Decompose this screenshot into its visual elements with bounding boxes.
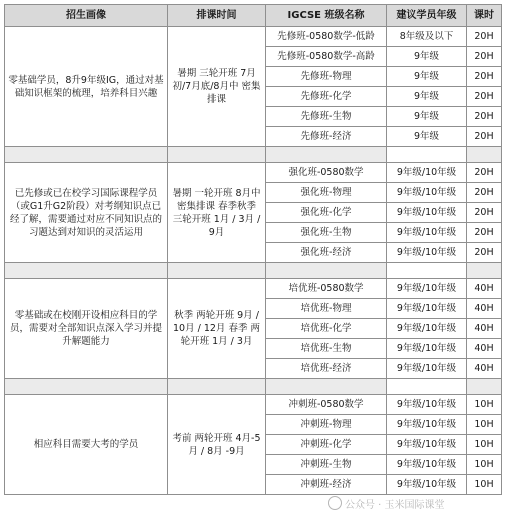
class-name-cell: 冲刺班-化学 [266,435,387,455]
class-name-cell: 冲刺班-经济 [266,475,387,495]
class-name-cell: 强化班-化学 [266,203,387,223]
separator-cell [168,263,266,279]
hours-cell: 40H [467,279,502,299]
class-name-cell: 强化班-0580数学 [266,163,387,183]
hours-cell: 40H [467,339,502,359]
class-name-cell: 培优班-0580数学 [266,279,387,299]
profile-cell: 已先修或已在校学习国际课程学员（或G1升G2阶段）对考纲知识点已经了解，需要通过对应不同知识点的习题达到对知识的灵活运用 [5,163,168,263]
separator-cell [467,379,502,395]
class-name-cell: 培优班-经济 [266,359,387,379]
grade-cell: 9年级/10年级 [387,299,467,319]
grade-cell: 9年级 [387,47,467,67]
hours-cell: 40H [467,319,502,339]
class-name-cell: 先修班-物理 [266,67,387,87]
class-name-cell: 先修班-生物 [266,107,387,127]
grade-cell: 8年级及以下 [387,27,467,47]
separator-cell [266,263,387,279]
hours-cell: 20H [467,107,502,127]
hours-cell: 10H [467,395,502,415]
class-name-cell: 先修班-0580数学-低龄 [266,27,387,47]
grade-cell: 9年级/10年级 [387,319,467,339]
class-name-cell: 培优班-物理 [266,299,387,319]
schedule-cell: 暑期 三轮开班 7月初/7月底/8月中 密集排课 [168,27,266,147]
grade-cell: 9年级 [387,127,467,147]
table-body [5,27,502,495]
header-row [5,5,502,27]
separator-cell [387,379,467,395]
grade-cell: 9年级/10年级 [387,395,467,415]
grade-cell: 9年级/10年级 [387,279,467,299]
wechat-icon [328,496,342,510]
watermark [328,496,445,511]
class-name-cell: 冲刺班-物理 [266,415,387,435]
separator-cell [387,263,467,279]
profile-cell: 零基础或在校刚开设相应科目的学员，需要对全部知识点深入学习并提升解题能力 [5,279,168,379]
grade-cell: 9年级/10年级 [387,163,467,183]
header-grade: 建议学员年级 [387,5,467,27]
class-name-cell: 强化班-生物 [266,223,387,243]
grade-cell: 9年级/10年级 [387,435,467,455]
header-hours: 课时 [467,5,502,27]
watermark-text: 公众号 · 玉米国际课堂 [345,500,445,511]
grade-cell: 9年级/10年级 [387,243,467,263]
hours-cell: 40H [467,299,502,319]
separator-cell [467,263,502,279]
header-class-name: IGCSE 班级名称 [266,5,387,27]
hours-cell: 20H [467,87,502,107]
grade-cell: 9年级/10年级 [387,359,467,379]
grade-cell: 9年级/10年级 [387,415,467,435]
separator-cell [168,379,266,395]
separator-cell [5,263,168,279]
hours-cell: 20H [467,127,502,147]
hours-cell: 20H [467,203,502,223]
separator-cell [387,147,467,163]
section-separator [5,147,502,163]
table-row [5,279,502,299]
class-name-cell: 先修班-0580数学-高龄 [266,47,387,67]
table-row [5,163,502,183]
table-row [5,395,502,415]
separator-cell [168,147,266,163]
hours-cell: 20H [467,183,502,203]
separator-cell [266,147,387,163]
hours-cell: 20H [467,243,502,263]
grade-cell: 9年级/10年级 [387,339,467,359]
grade-cell: 9年级 [387,107,467,127]
class-name-cell: 冲刺班-0580数学 [266,395,387,415]
separator-cell [5,379,168,395]
grade-cell: 9年级/10年级 [387,203,467,223]
grade-cell: 9年级/10年级 [387,475,467,495]
hours-cell: 20H [467,223,502,243]
schedule-cell: 暑期 一轮开班 8月中 密集排课 春季秋季 三轮开班 1月 / 3月 / 9月 [168,163,266,263]
header-profile: 招生画像 [5,5,168,27]
hours-cell: 40H [467,359,502,379]
hours-cell: 20H [467,67,502,87]
hours-cell: 20H [467,163,502,183]
separator-cell [5,147,168,163]
class-name-cell: 培优班-生物 [266,339,387,359]
class-name-cell: 强化班-物理 [266,183,387,203]
hours-cell: 20H [467,27,502,47]
hours-cell: 20H [467,47,502,67]
table-row [5,27,502,47]
header-schedule: 排课时间 [168,5,266,27]
profile-cell: 相应科目需要大考的学员 [5,395,168,495]
grade-cell: 9年级/10年级 [387,455,467,475]
class-name-cell: 先修班-化学 [266,87,387,107]
grade-cell: 9年级 [387,67,467,87]
hours-cell: 10H [467,475,502,495]
section-separator [5,263,502,279]
grade-cell: 9年级 [387,87,467,107]
separator-cell [467,147,502,163]
hours-cell: 10H [467,435,502,455]
hours-cell: 10H [467,455,502,475]
schedule-cell: 秋季 两轮开班 9月 / 10月 / 12月 春季 两轮开班 1月 / 3月 [168,279,266,379]
grade-cell: 9年级/10年级 [387,223,467,243]
hours-cell: 10H [467,415,502,435]
class-name-cell: 培优班-化学 [266,319,387,339]
class-name-cell: 冲刺班-生物 [266,455,387,475]
schedule-table [4,4,502,495]
class-name-cell: 强化班-经济 [266,243,387,263]
separator-cell [266,379,387,395]
grade-cell: 9年级/10年级 [387,183,467,203]
profile-cell: 零基础学员，8升9年级IG，通过对基础知识框架的梳理，培养科目兴趣 [5,27,168,147]
class-name-cell: 先修班-经济 [266,127,387,147]
section-separator [5,379,502,395]
schedule-cell: 考前 两轮开班 4月-5月 / 8月 -9月 [168,395,266,495]
